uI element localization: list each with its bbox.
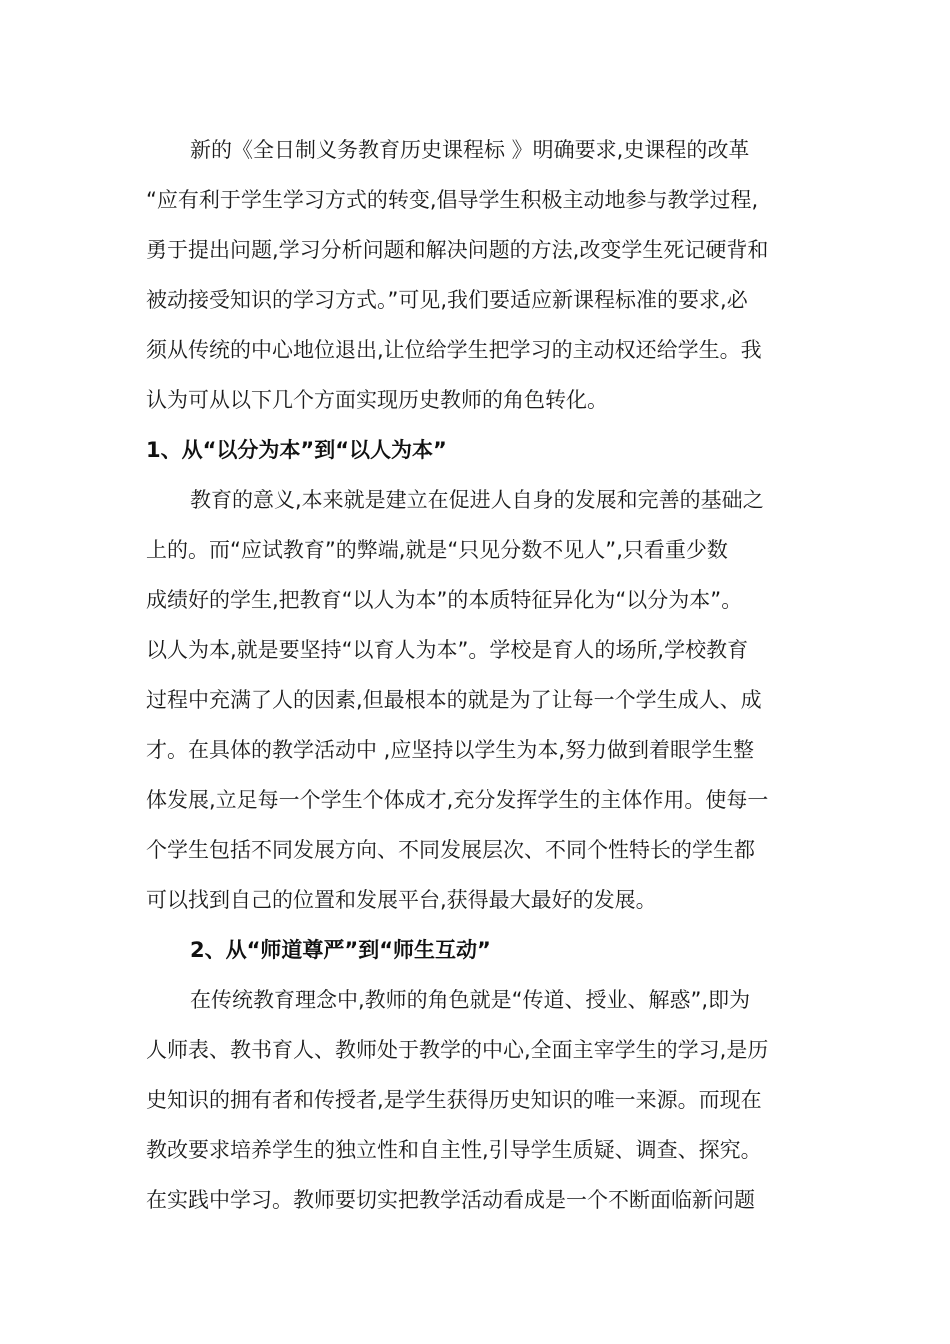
text-line: “应有利于学生学习方式的转变,倡导学生积极主动地参与教学过程, (146, 188, 759, 212)
text-line: 过程中充满了人的因素,但最根本的就是为了让每一个学生成人、成 (146, 688, 762, 712)
text-line: 教育的意义,本来就是建立在促进人自身的发展和完善的基础之 (190, 488, 764, 512)
text-line: 可以找到自己的位置和发展平台,获得最大最好的发展。 (146, 888, 657, 912)
text-line: 新的《全日制义务教育历史课程标 》明确要求,史课程的改革 (190, 138, 750, 162)
text-line: 上的。而“应试教育”的弊端,就是“只见分数不见人”,只看重少数 (146, 538, 728, 562)
text-line: 认为可从以下几个方面实现历史教师的角色转化。 (146, 388, 608, 412)
section-heading: 2、从“师道尊严”到“师生互动” (190, 938, 491, 962)
text-line: 勇于提出问题,学习分析问题和解决问题的方法,改变学生死记硬背和 (146, 238, 769, 262)
text-line: 在传统教育理念中,教师的角色就是“传道、授业、解惑”,即为 (190, 988, 751, 1012)
text-line: 被动接受知识的学习方式。”可见,我们要适应新课程标准的要求,必 (146, 288, 748, 312)
text-line: 成绩好的学生,把教育“以人为本”的本质特征异化为“以分为本”。 (146, 588, 743, 612)
text-line: 才。在具体的教学活动中 ,应坚持以学生为本,努力做到着眼学生整 (146, 738, 755, 762)
text-line: 在实践中学习。教师要切实把教学活动看成是一个不断面临新问题 (146, 1188, 755, 1212)
text-line: 教改要求培养学生的独立性和自主性,引导学生质疑、调查、探究。 (146, 1138, 762, 1162)
text-line: 个学生包括不同发展方向、不同发展层次、不同个性特长的学生都 (146, 838, 755, 862)
text-line: 须从传统的中心地位退出,让位给学生把学习的主动权还给学生。我 (146, 338, 762, 362)
text-line: 人师表、教书育人、教师处于教学的中心,全面主宰学生的学习,是历 (146, 1038, 769, 1062)
text-line: 史知识的拥有者和传授者,是学生获得历史知识的唯一来源。而现在 (146, 1088, 762, 1112)
text-line: 以人为本,就是要坚持“以育人为本”。学校是育人的场所,学校教育 (146, 638, 749, 662)
section-heading: 1、从“以分为本”到“以人为本” (146, 438, 447, 462)
text-line: 体发展,立足每一个学生个体成才,充分发挥学生的主体作用。使每一 (146, 788, 769, 812)
